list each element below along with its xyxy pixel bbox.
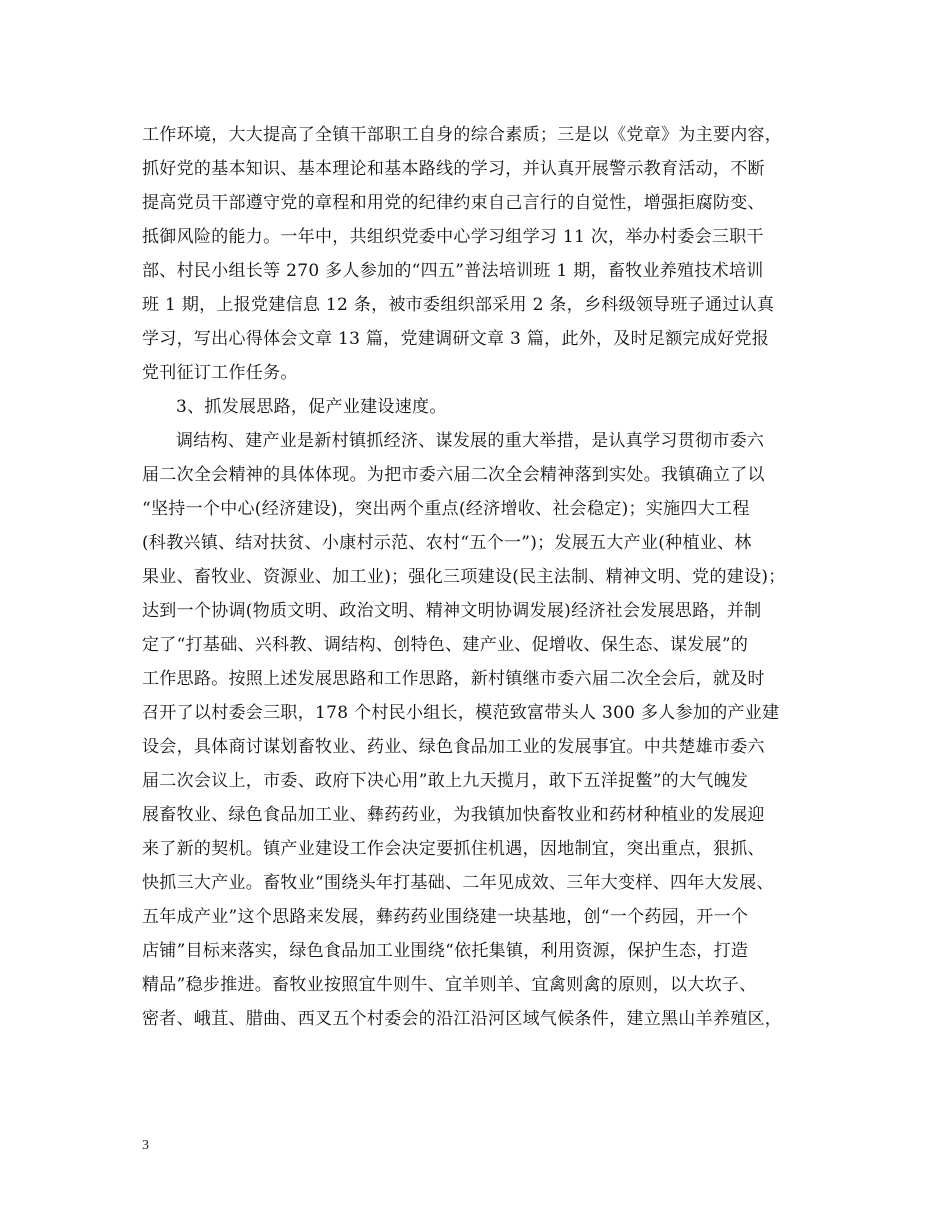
text-line: 达到一个协调(物质文明、政治文明、精神文明协调发展)经济社会发展思路，并制	[142, 601, 762, 621]
text-line: 精品”稳步推进。畜牧业按照宜牛则牛、宜羊则羊、宜禽则禽的原则，以大坎子、	[142, 975, 757, 995]
text-line: 届二次全会精神的具体体现。为把市委六届二次全会精神落到实处。我镇确立了以	[142, 465, 765, 485]
text-line: 果业、畜牧业、资源业、加工业)；强化三项建设(民主法制、精神文明、党的建设)；	[142, 567, 786, 587]
text-line: 工作思路。按照上述发展思路和工作思路，新村镇继市委六届二次全会后，就及时	[142, 669, 765, 689]
text-line: 五年成产业”这个思路来发展，彝药药业围绕建一块基地，创“一个药园，开一个	[142, 907, 749, 927]
text-line: 学习，写出心得体会文章 13 篇，党建调研文章 3 篇，此外，及时足额完成好党报	[142, 329, 770, 349]
text-line: 来了新的契机。镇产业建设工作会决定要抓住机遇，因地制宜，突出重点，狠抓、	[142, 839, 765, 859]
text-line: 抵御风险的能力。一年中，共组织党委中心学习组学习 11 次，举办村委会三职干	[142, 227, 764, 247]
text-line: 部、村民小组长等 270 多人参加的“四五”普法培训班 1 期，畜牧业养殖技术培训	[142, 261, 764, 281]
text-line: “坚持一个中心(经济建设)，突出两个重点(经济增收、社会稳定)；实施四大工程	[142, 499, 750, 519]
text-line: 调结构、建产业是新村镇抓经济、谋发展的重大举措，是认真学习贯彻市委六	[176, 431, 765, 451]
section-heading: 3、抓发展思路，促产业建设速度。	[176, 397, 447, 417]
page-number: 3	[142, 1138, 149, 1153]
text-line: 定了“打基础、兴科教、调结构、创特色、建产业、促增收、保生态、谋发展”的	[142, 635, 749, 655]
text-line: 召开了以村委会三职，178 个村民小组长，模范致富带头人 300 多人参加的产业建	[142, 703, 780, 723]
text-line: 党刊征订工作任务。	[142, 363, 298, 383]
text-line: 抓好党的基本知识、基本理论和基本路线的学习，并认真开展警示教育活动，不断	[142, 159, 765, 179]
text-line: 提高党员干部遵守党的章程和用党的纪律约束自己言行的自觉性，增强拒腐防变、	[142, 193, 765, 213]
text-line: (科教兴镇、结对扶贫、小康村示范、农村“五个一”)；发展五大产业(种植业、林	[142, 533, 752, 553]
text-line: 工作环境，大大提高了全镇干部职工自身的综合素质；三是以《党章》为主要内容，	[142, 125, 783, 145]
text-line: 快抓三大产业。畜牧业“围绕头年打基础、二年见成效、三年大变样、四年大发展、	[142, 873, 774, 893]
text-line: 密者、峨苴、腊曲、西叉五个村委会的沿江沿河区域气候条件，建立黑山羊养殖区，	[142, 1009, 783, 1029]
text-line: 届二次会议上，市委、政府下决心用”敢上九天揽月，敢下五洋捉鳖”的大气魄发	[142, 771, 749, 791]
text-line: 设会，具体商讨谋划畜牧业、药业、绿色食品加工业的发展事宜。中共楚雄市委六	[142, 737, 765, 757]
document-body	[142, 118, 842, 1036]
text-line: 展畜牧业、绿色食品加工业、彝药药业，为我镇加快畜牧业和药材种植业的发展迎	[142, 805, 765, 825]
text-line: 班 1 期，上报党建信息 12 条，被市委组织部采用 2 条，乡科级领导班子通过认真	[142, 295, 775, 315]
text-line: 店铺”目标来落实，绿色食品加工业围绕“依托集镇，利用资源，保护生态，打造	[142, 941, 749, 961]
